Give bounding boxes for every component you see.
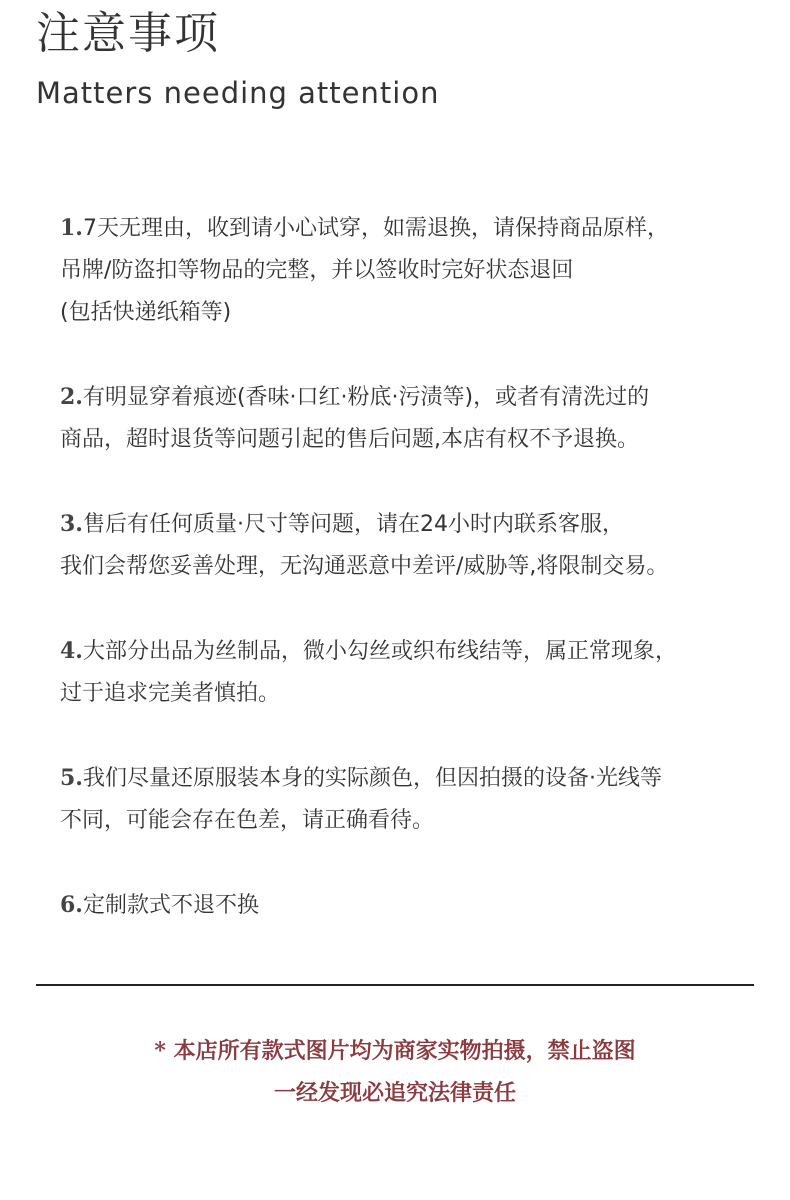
note-4 [60, 630, 760, 715]
notes-list [60, 207, 760, 969]
note-3-text-1: 售后有任何质量·尺寸等问题，请在24小时内联系客服， [82, 512, 624, 537]
note-5-text-2: 不同，可能会存在色差，请正确看待。 [60, 808, 435, 833]
note-6-number: 6. [60, 892, 83, 918]
note-4-line-1 [60, 630, 760, 673]
note-2-line-1 [60, 376, 760, 419]
note-4-text-1: 大部分出品为丝制品，微小勾丝或织布线结等，属正常现象， [82, 639, 677, 664]
page-subtitle: Matters needing attention [36, 76, 440, 110]
note-3 [60, 503, 760, 588]
note-2-text-1: 有明显穿着痕迹(香味·口红·粉底·污渍等)，或者有清洗过的 [82, 385, 650, 410]
footer-line-2: 一经发现必追究法律责任 [273, 1080, 516, 1106]
note-2-number: 2. [60, 384, 83, 410]
note-1-line-1 [60, 207, 760, 250]
note-2-text-2: 商品，超时退货等问题引起的售后问题,本店有权不予退换。 [60, 427, 639, 452]
note-5-text-1: 我们尽量还原服装本身的实际颜色，但因拍摄的设备·光线等 [82, 766, 662, 791]
note-1 [60, 207, 760, 334]
page-title: 注意事项 [36, 8, 220, 59]
note-3-text-2: 我们会帮您妥善处理，无沟通恶意中差评/威胁等,将限制交易。 [60, 554, 669, 579]
note-1-text-1: 7天无理由，收到请小心试穿，如需退换，请保持商品原样， [82, 216, 669, 241]
note-6 [60, 884, 760, 927]
footer-line-1: * 本店所有款式图片均为商家实物拍摄，禁止盗图 [154, 1038, 636, 1064]
note-5-number: 5. [60, 765, 83, 791]
note-1-text-3: (包括快递纸箱等) [60, 300, 232, 325]
note-2 [60, 376, 760, 461]
note-4-text-2: 过于追求完美者慎拍。 [60, 681, 281, 706]
note-6-line-1 [60, 884, 760, 927]
note-3-line-1 [60, 503, 760, 546]
note-4-number: 4. [60, 638, 83, 664]
note-5 [60, 757, 760, 842]
divider [36, 984, 754, 986]
note-3-number: 3. [60, 511, 83, 537]
note-6-text-1: 定制款式不退不换 [82, 893, 259, 918]
note-5-line-1 [60, 757, 760, 800]
footer-notice [0, 1030, 790, 1114]
note-1-number: 1. [60, 215, 83, 241]
note-1-text-2: 吊牌/防盗扣等物品的完整，并以签收时完好状态退回 [60, 258, 574, 283]
